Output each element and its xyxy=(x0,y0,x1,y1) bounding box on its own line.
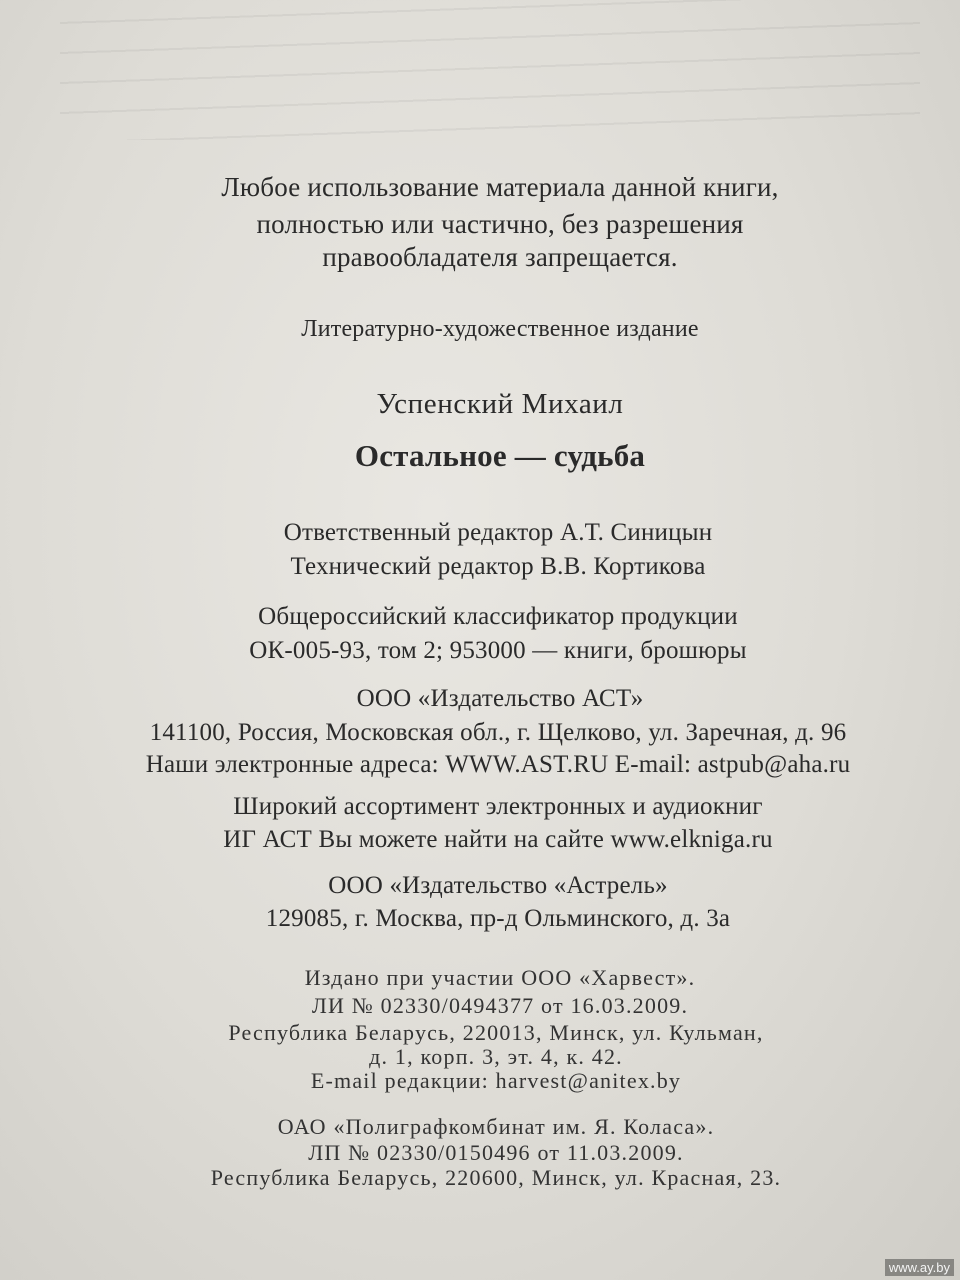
show-through-text xyxy=(60,0,920,140)
editor-technical: Технический редактор В.В. Кортикова xyxy=(290,553,706,580)
harvest-line-3: Республика Беларусь, 220013, Минск, ул. Кульман, xyxy=(228,1020,764,1045)
harvest-line-2: ЛИ № 02330/0494377 от 16.03.2009. xyxy=(311,993,689,1018)
printer-name: ОАО «Полиграфкомбинат им. Я. Коласа». xyxy=(277,1114,715,1139)
author-name: Успенский Михаил xyxy=(376,388,624,420)
book-title: Остальное — судьба xyxy=(354,438,646,473)
publisher-ast-contacts: Наши электронные адреса: WWW.AST.RU E-mail: astpub@aha.ru xyxy=(145,751,851,778)
publisher-ast-name: ООО «Издательство АСТ» xyxy=(356,685,644,712)
editor-responsible: Ответственный редактор А.Т. Синицын xyxy=(283,519,713,546)
harvest-line-4: д. 1, корп. 3, эт. 4, к. 42. xyxy=(369,1044,623,1069)
ebooks-line-1: Широкий ассортимент электронных и аудиокниг xyxy=(233,793,763,820)
harvest-line-1: Издано при участии ООО «Харвест». xyxy=(304,965,696,990)
publisher-astrel-name: ООО «Издательство «Астрель» xyxy=(328,872,668,899)
publisher-astrel-address: 129085, г. Москва, пр-д Ольминского, д. 3а xyxy=(265,905,731,932)
classifier-line-1: Общероссийский классификатор продукции xyxy=(258,603,738,630)
notice-line-1: Любое использование материала данной книги, xyxy=(221,172,779,202)
printer-license: ЛП № 02330/0150496 от 11.03.2009. xyxy=(308,1140,684,1165)
edition-type: Литературно-художественное издание xyxy=(301,316,699,342)
printer-address: Республика Беларусь, 220600, Минск, ул. Красная, 23. xyxy=(210,1165,782,1190)
notice-line-2: полностью или частично, без разрешения xyxy=(256,209,744,239)
publisher-ast-address: 141100, Россия, Московская обл., г. Щелково, ул. Заречная, д. 96 xyxy=(149,719,847,746)
site-watermark: www.ay.by xyxy=(885,1259,954,1276)
notice-line-3: правообладателя запрещается. xyxy=(322,242,678,272)
ebooks-line-2: ИГ АСТ Вы можете найти на сайте www.elkniga.ru xyxy=(223,826,773,853)
classifier-line-2: ОК-005-93, том 2; 953000 — книги, брошюры xyxy=(249,637,747,664)
harvest-email: E-mail редакции: harvest@anitex.by xyxy=(310,1068,682,1093)
